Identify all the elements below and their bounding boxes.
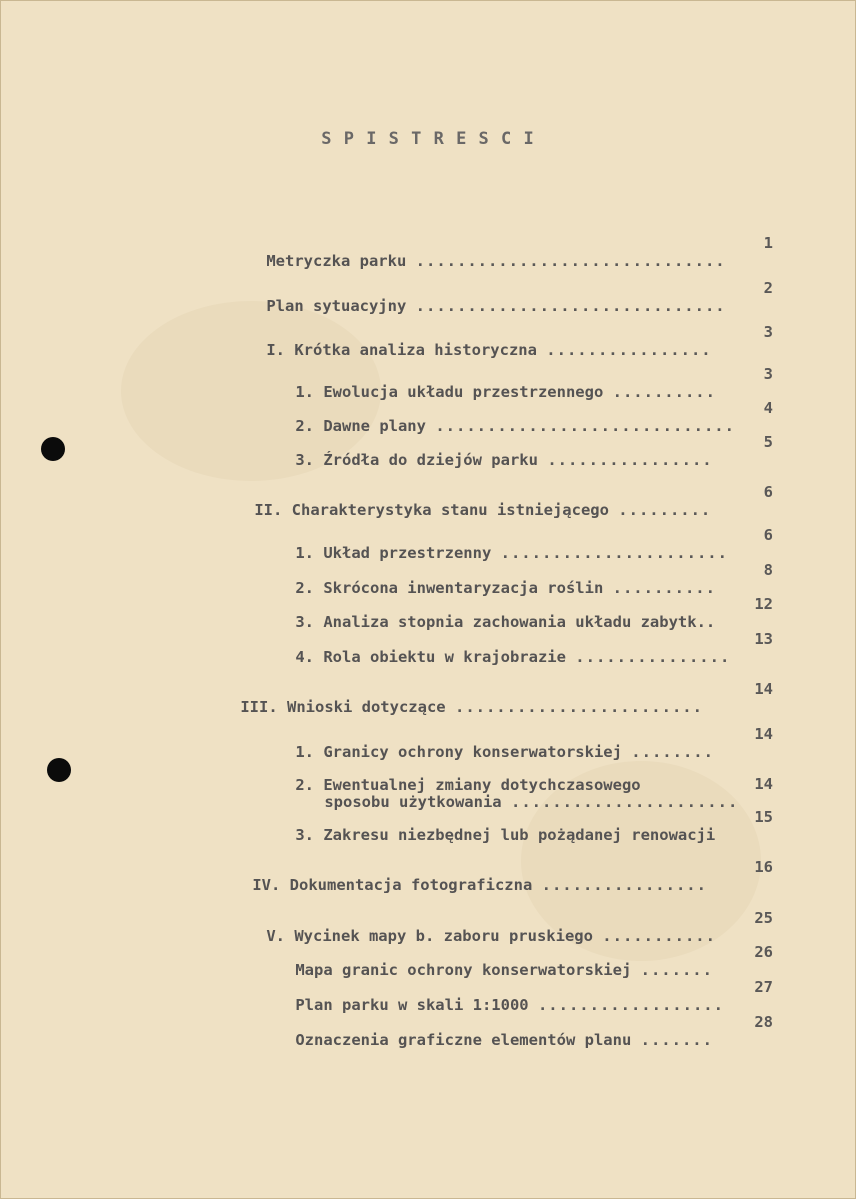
- toc-entry-leader: ...............: [575, 648, 731, 666]
- toc-entry-leader: ..........: [612, 579, 716, 597]
- punch-hole: [47, 758, 71, 782]
- toc-entry-label: Plan sytuacyjny: [266, 297, 407, 315]
- toc-page-number: 1: [763, 234, 773, 252]
- toc-entry-label: 3. Źródła do dziejów parku: [295, 451, 538, 469]
- toc-entry-leader: ......................: [500, 544, 728, 562]
- toc-page-number: 4: [763, 399, 773, 417]
- toc-page-number: 15: [754, 808, 773, 826]
- toc-entry-leader: .......: [640, 961, 713, 979]
- toc-entry-leader: ........: [631, 743, 714, 761]
- toc-entry-label: 3. Analiza stopnia zachowania układu zabytk..: [295, 613, 716, 631]
- toc-entry-leader: ..............................: [415, 297, 726, 315]
- toc-entry-label: sposobu użytkowania: [324, 793, 502, 811]
- toc-entry-label: V. Wycinek mapy b. zaboru pruskiego: [266, 927, 593, 945]
- toc-entry-label: 1. Układ przestrzenny: [295, 544, 492, 562]
- toc-entry-label: 2. Skrócona inwentaryzacja roślin: [295, 579, 604, 597]
- toc-entry-label: II. Charakterystyka stanu istniejącego: [254, 501, 609, 519]
- toc-entry-label: 2. Dawne plany: [295, 417, 426, 435]
- toc-entry-label: IV. Dokumentacja fotograficzna: [252, 876, 533, 894]
- toc-page-number: 3: [763, 365, 773, 383]
- toc-entry-label: 4. Rola obiektu w krajobrazie: [295, 648, 566, 666]
- toc-entry-leader: ......................: [510, 793, 739, 811]
- toc-entry-leader: ................: [547, 451, 713, 469]
- toc-entry-leader: ........................: [454, 698, 703, 716]
- toc-page-number: 16: [754, 858, 773, 876]
- toc-section-entry: [215, 858, 707, 912]
- toc-page-number: 14: [754, 725, 773, 743]
- toc-entry-leader: .........: [618, 501, 712, 519]
- punch-hole: [41, 437, 65, 461]
- toc-entry-leader: ................: [546, 341, 712, 359]
- toc-entry-leader: .............................: [435, 417, 735, 435]
- toc-page-number: 14: [754, 775, 773, 793]
- toc-entry-label: Plan parku w skali 1:1000: [295, 996, 529, 1014]
- toc-page-number: 13: [754, 630, 773, 648]
- toc-page-number: 25: [754, 909, 773, 927]
- toc-entry-label: 3. Zakresu niezbędnej lub pożądanej renowacji: [295, 826, 716, 844]
- toc-page-number: 6: [763, 526, 773, 544]
- toc-subentry: [258, 433, 713, 487]
- toc-page-number: 5: [763, 433, 773, 451]
- toc-page-number: 14: [754, 680, 773, 698]
- toc-page-number: 2: [763, 279, 773, 297]
- toc-entry-leader: ..........: [612, 383, 716, 401]
- toc-entry-label: 2. Ewentualnej zmiany dotychczasowego: [295, 776, 641, 794]
- toc-subentry: [258, 630, 730, 684]
- toc-entry-leader: .......: [640, 1031, 713, 1049]
- toc-page-number: 12: [754, 595, 773, 613]
- toc-page-number: 27: [754, 978, 773, 996]
- toc-entry-leader: ..................: [537, 996, 724, 1014]
- toc-entry-label: Mapa granic ochrony konserwatorskiej: [295, 961, 632, 979]
- toc-page-number: 26: [754, 943, 773, 961]
- toc-entry-leader: ................: [541, 876, 707, 894]
- toc-page-number: 8: [763, 561, 773, 579]
- toc-entry-label: Oznaczenia graficzne elementów planu: [295, 1031, 632, 1049]
- toc-subentry: [258, 808, 715, 862]
- toc-entry-label: 1. Ewolucja układu przestrzennego: [295, 383, 604, 401]
- toc-entry-leader: ..............................: [415, 252, 726, 270]
- toc-page-number: 28: [754, 1013, 773, 1031]
- toc-entry-label: 1. Granicy ochrony konserwatorskiej: [295, 743, 622, 761]
- toc-entry-label: Metryczka parku: [266, 252, 407, 270]
- toc-page-number: 3: [763, 323, 773, 341]
- toc-entry-label: I. Krótka analiza historyczna: [266, 341, 537, 359]
- toc-entry-leader: ...........: [602, 927, 716, 945]
- toc-page-number: 6: [763, 483, 773, 501]
- toc-subentry: [258, 1013, 713, 1067]
- page-title: S P I S T R E S C I: [321, 129, 535, 149]
- toc-entry-label: III. Wnioski dotyczące: [240, 698, 446, 716]
